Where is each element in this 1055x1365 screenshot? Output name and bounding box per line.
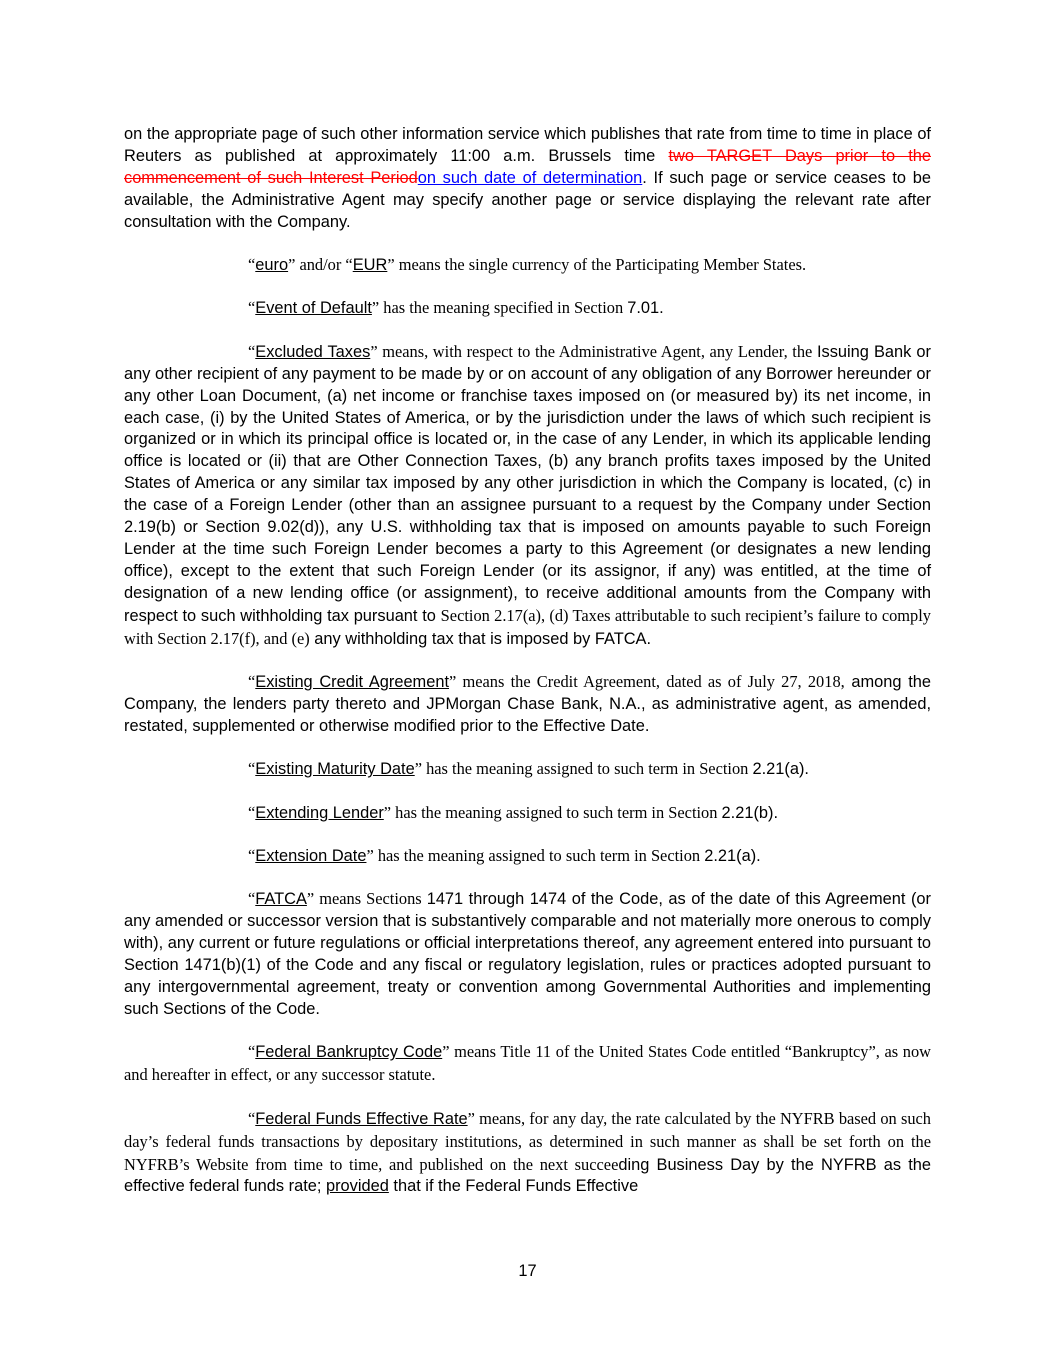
definition-excluded-taxes: “Excluded Taxes” means, with respect to the Administrative Agent, any Lender, the Issuing Bank or any other recipient of any payment to be made by or on account of any obligation of any Borrower hereunder or any other Loan Document, (a) net income or franchise taxes imposed on (or measured by) its net income, in each case, (i) by the United States of America, or by the jurisdiction under the laws of which such recipient is organized or in which its principal office is located or, in the case of any Lender, in which its applicable lending office is located or (ii) that are Other Connection Taxes, (b) any branch profits taxes imposed by the United States of America or any similar tax imposed by any other jurisdiction in which the Company is located, (c) in the case of a Foreign Lender (other than an assignee pursuant to a request by the Company under Section 2.19(b) or Section 9.02(d)), any U.S. withholding tax that is imposed on amounts payable to such Foreign Lender at the time such Foreign Lender becomes a party to this Agreement (or designates a new lending office), except to the extent that such Foreign Lender (or its assignor, if any) was entitled, at the time of designation of a new lending office (or assignment), to receive additional amounts from the Company with respect to such withholding tax pursuant to Section 2.17(a), (d) Taxes attributable to such recipient’s failure to comply with Section 2.17(f), and (e) any withholding tax that is imposed by FATCA.	[124, 341, 931, 648]
definition-text: that if the Federal Funds Effective	[388, 1177, 639, 1196]
provided-term: provided	[325, 1177, 389, 1196]
defined-term: Excluded Taxes	[255, 342, 371, 361]
defined-term: Extension Date	[255, 847, 367, 866]
body-text: on the appropriate page of such other information service which publishes that rate from time to time in place of Reuters as published at approximately 11:00 a.m. Brussels time	[124, 125, 931, 165]
definition-text: ” means, for any day, the rate calculated by the NYFRB based on such day’s federal funds transactions by depositary institutions, as determined in such manner as shall be set forth on the NYFRB’s Website from time to time, and published on the next succee	[124, 1108, 932, 1174]
definition-extension-date: “Extension Date” has the meaning assigned to such term in Section 2.21(a).	[248, 846, 761, 866]
definition-fatca: “FATCA” means Sections 1471 through 1474 of the Code, as of the date of this Agreement (or any amended or successor version that is substantively comparable and not materially more onerous to comply with), any current or future regulations or official interpretations thereof, any agreement entered into pursuant to Section 1471(b)(1) of the Code and any fiscal or regulatory legislation, rules or practices adopted pursuant to any intergovernmental agreement, treaty or convention among Governmental Authorities and implementing such Sections of the Code.	[124, 889, 931, 1018]
defined-term: Federal Funds Effective Rate	[255, 1109, 468, 1128]
deleted-text: two TARGET Days prior to the commencement of such Interest Period	[124, 146, 931, 187]
definition-text: ” means Sections	[306, 889, 427, 909]
defined-term: FATCA	[255, 890, 307, 909]
defined-term: Event of Default	[255, 299, 372, 318]
definition-text: among the Company, the lenders party thereto and JPMorgan Chase Bank, N.A., as administrative agent, as amended, restated, supplemented or otherwise modified prior to the Effective Date.	[124, 673, 931, 735]
page-number: 17	[518, 1262, 537, 1280]
definition-text: ” and/or “	[288, 255, 353, 275]
definition-text: ” means, with respect to the Administrative Agent, any Lender, the	[370, 341, 817, 361]
definition-text: ” means the single currency of the Participating Member States.	[387, 255, 807, 275]
definition-federal-bankruptcy-code: “Federal Bankruptcy Code” means Title 11 of the United States Code entitled “Bankruptcy”, as now and hereafter in effect, or any successor statute.	[124, 1042, 932, 1085]
definition-extending-lender: “Extending Lender” has the meaning assigned to such term in Section 2.21(b).	[248, 802, 779, 822]
section-reference: 2.21(a).	[704, 847, 761, 866]
definition-text: ” has the meaning assigned to such term in Section	[366, 846, 705, 866]
defined-term: Existing Maturity Date	[255, 760, 415, 779]
definition-text: ” has the meaning assigned to such term in Section	[414, 759, 753, 779]
definition-text: any withholding tax that is imposed by FATCA.	[309, 629, 652, 648]
definition-text: 1471 through 1474 of the Code, as of the date of this Agreement (or any amended or successor version that is substantively comparable and not materially more onerous to comply with), any current or future regulations or official interpretations thereof, any agreement entered into pursuant to Section 1471(b)(1) of the Code and any fiscal or regulatory legislation, rules or practices adopted pursuant to any intergovernmental agreement, treaty or convention among Governmental Authorities and implementing such Sections of the Code.	[124, 890, 931, 1018]
definition-text: ” means Title 11 of the United States Code entitled “Bankruptcy”, as now and hereafter in effect, or any successor statute.	[124, 1042, 932, 1085]
section-reference: 2.21(b).	[721, 803, 779, 822]
definition-euro: “euro” and/or “EUR” means the single currency of the Participating Member States.	[248, 255, 807, 275]
document-page	[124, 124, 931, 1198]
defined-term: EUR	[352, 256, 388, 275]
definition-text: Section 2.17(a), (d) Taxes attributable to such recipient’s failure to comply with Section 2.17(f), and (e)	[124, 605, 931, 648]
definition-text: Issuing Bank or any other recipient of any payment to be made by or on account of any obligation of any Borrower hereunder or any other Loan Document, (a) net income or franchise taxes imposed on (or measured by) its net income, in each case, (i) by the United States of America, or by the jurisdiction under the laws of which such recipient is organized or in which its principal office is located or, in the case of any Lender, in which its applicable lending office is located or (ii) that are Other Connection Taxes, (b) any branch profits taxes imposed by the United States of America or any similar tax imposed by any other jurisdiction in which the Company is located, (c) in the case of a Foreign Lender (other than an assignee pursuant to a request by the Company under Section 2.19(b) or Section 9.02(d)), any U.S. withholding tax that is imposed on amounts payable to such Foreign Lender at the time such Foreign Lender becomes a party to this Agreement (or designates a new lending office), except to the extent that such Foreign Lender (or its assignor, if any) was entitled, at the time of designation of a new lending office (or assignment), to receive additional amounts from the Company with respect to such withholding tax pursuant to	[124, 342, 931, 625]
section-reference: 2.21(a).	[752, 760, 809, 779]
section-reference: 7.01.	[627, 299, 664, 318]
definition-text: ” means the Credit Agreement, dated as of July 27, 2018,	[449, 672, 845, 692]
definition-text: ” has the meaning assigned to such term in Section	[383, 802, 722, 822]
paragraph-reuters-continuation	[124, 124, 931, 234]
definition-existing-credit-agreement: “Existing Credit Agreement” means the Credit Agreement, dated as of July 27, 2018, among the Company, the lenders party thereto and JPMorgan Chase Bank, N.A., as administrative agent, as amended, restated, supplemented or otherwise modified prior to the Effective Date.	[124, 672, 931, 735]
definition-text: ” has the meaning specified in Section	[371, 298, 628, 318]
definition-federal-funds-effective-rate: “Federal Funds Effective Rate” means, for any day, the rate calculated by the NYFRB based on such day’s federal funds transactions by depositary institutions, as determined in such manner as shall be set forth on the NYFRB’s Website from time to time, and published on the next succeeding Business Day by the NYFRB as the effective federal funds rate; provided that if the Federal Funds Effective	[124, 1108, 932, 1196]
defined-term: Extending Lender	[255, 803, 384, 822]
defined-term: euro	[255, 256, 289, 275]
definition-event-of-default: “Event of Default” has the meaning specified in Section 7.01.	[248, 298, 664, 318]
definition-existing-maturity-date: “Existing Maturity Date” has the meaning assigned to such term in Section 2.21(a).	[248, 759, 809, 779]
defined-term: Federal Bankruptcy Code	[255, 1043, 443, 1062]
defined-term: Existing Credit Agreement	[255, 673, 449, 692]
body-text: . If such page or service ceases to be available, the Administrative Agent may specify another page or service displaying the relevant rate after consultation with the Company.	[124, 168, 931, 231]
inserted-text: on such date of determination	[417, 168, 643, 187]
definition-text: ding Business Day by the NYFRB as the effective federal funds rate;	[124, 1155, 932, 1196]
